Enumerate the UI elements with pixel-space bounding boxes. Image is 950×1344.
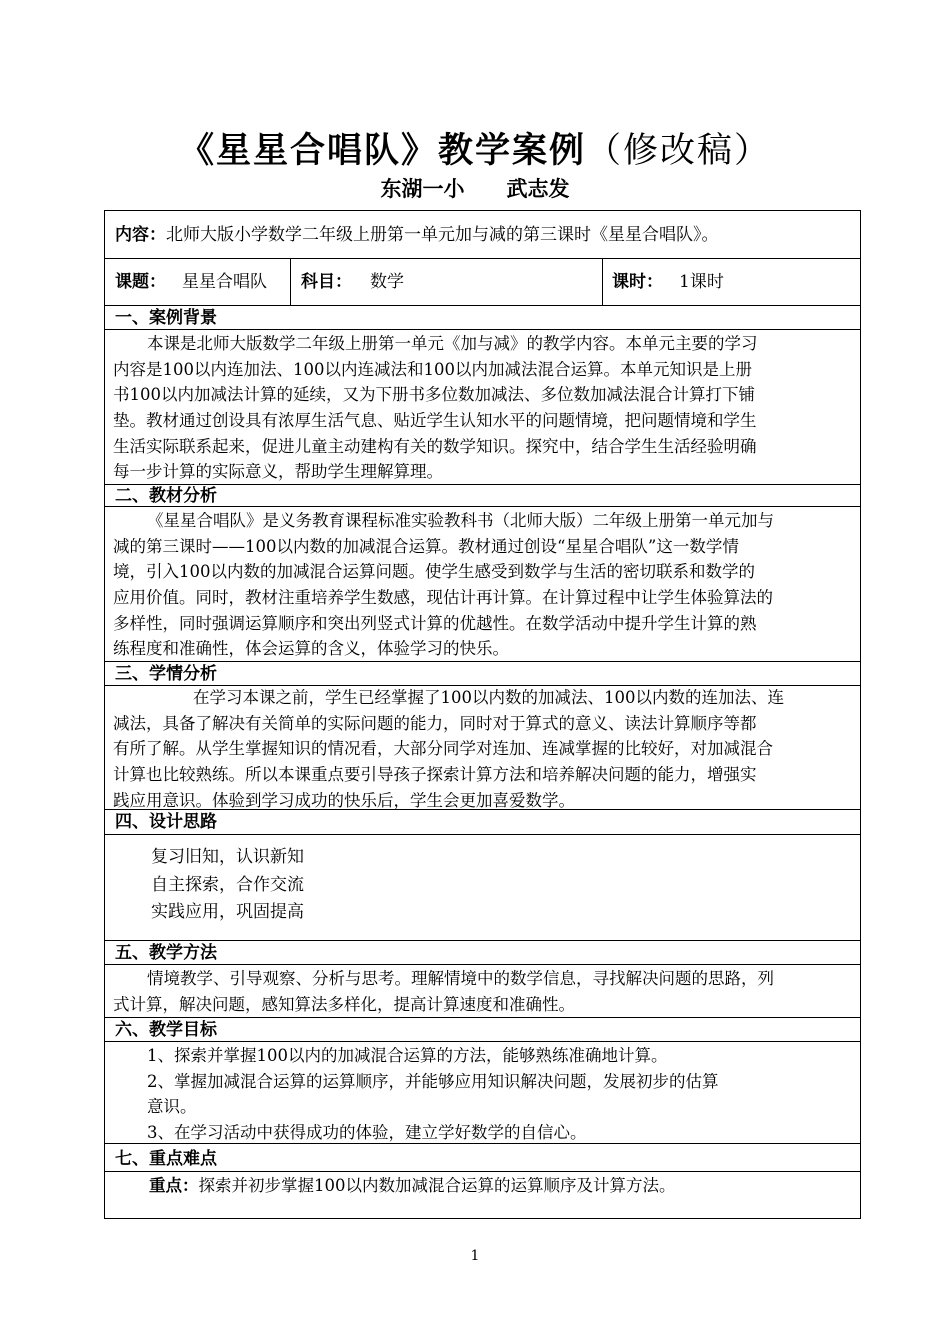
content-row — [105, 211, 860, 259]
section-heading-6: 六、教学目标 — [105, 1018, 860, 1042]
section-heading-background — [105, 306, 860, 330]
section-heading-4: 四、设计思路 — [105, 810, 860, 835]
content-text: 北师大版小学数学二年级上册第一单元加与减的第三课时《星星合唱队》。 — [166, 225, 719, 245]
author-school: 东湖一小 — [380, 177, 465, 201]
section-heading-5: 五、教学方法 — [105, 941, 860, 965]
section-heading-7: 七、重点难点 — [105, 1144, 860, 1172]
section-body-7 — [105, 1172, 860, 1218]
design-ideas-list — [105, 835, 860, 941]
key-point-text: 探索并初步掌握100以内数加减混合运算的运算顺序及计算方法。 — [198, 1176, 676, 1195]
page-number: 1 — [470, 1248, 480, 1264]
section-body-5: 情境教学、引导观察、分析与思考。理解情境中的数学信息，寻找解决问题的思路，列 式计算，解决问题，感知算法多样化，提高计算速度和准确性。 — [105, 965, 860, 1018]
section-body-3: 在学习本课之前，学生已经掌握了100以内数的加减法、100以内数的连加法、连 减法，具备了解决有关简单的实际问题的能力，同时对于算式的意义、读法计算顺序等都 有所了解。从学生掌握知识的情况看，大部分同学对连加、连减掌握的比较好，对加减混合 计算也比较熟练。所以本课重点要引导孩子探索计算方法和培养解决问题的能力，增强实 践应用意识。体验到学习成功的快乐后，学生会更加喜爱数学。 — [105, 686, 860, 810]
author-name: 武志发 — [506, 177, 570, 201]
list-item: 自主探索，合作交流 — [151, 874, 304, 895]
document-title — [0, 123, 950, 173]
title-main: 《星星合唱队》教学案例 — [178, 131, 586, 171]
topic-value: 星星合唱队 — [182, 272, 267, 292]
author-line — [0, 173, 950, 203]
title-suffix: （修改稿） — [586, 131, 772, 171]
subject-value: 数学 — [370, 272, 404, 292]
section-body: 本课是北师大版数学二年级上册第一单元《加与减》的教学内容。本单元主要的学习 内容是100以内连加法、100以内连减法和100以内加减法混合运算。本单元知识是上册 书100以内加减法计算的延续，又为下册书多位数加减法、多位数加减法混合计算打下铺 垫。教材通过创设具有浓厚生活气息、贴近学生认知水平的问题情境，把问题情境和学生 生活实际联系起来，促进儿童主动建构有关的数学知识。探究中，结合学生生活经验明确 每一步计算的实际意义，帮助学生理解算理。 — [113, 334, 758, 482]
section-body-6: 1、探索并掌握100以内的加减混合运算的方法，能够熟练准确地计算。 2、掌握加减混合运算的运算顺序，并能够应用知识解决问题，发展初步的估算 意识。 3、在学习活动中获得成功的体验，建立学好数学的自信心。 — [105, 1042, 860, 1144]
subject-label: 科目： — [301, 272, 352, 292]
info-row — [105, 259, 860, 306]
topic-label: 课题： — [115, 272, 166, 292]
section-body-2: 《星星合唱队》是义务教育课程标准实验教科书（北师大版）二年级上册第一单元加与 减的第三课时——100以内数的加减混合运算。教材通过创设“星星合唱队”这一数学情 境，引入100以内数的加减混合运算问题。使学生感受到数学与生活的密切联系和数学的 应用价值。同时，教材注重培养学生数感，现估计再计算。在计算过程中让学生体验算法的 多样性，同时强调运算顺序和突出列竖式计算的优越性。在数学活动中提升学生计算的熟 练程度和准确性，体会运算的含义，体验学习的快乐。 — [105, 507, 860, 662]
lesson-table — [104, 210, 861, 1219]
hours-value: 1课时 — [679, 272, 724, 292]
key-point-label: 重点： — [149, 1176, 199, 1195]
section-heading-3: 三、学情分析 — [105, 662, 860, 686]
section-heading-2: 二、教材分析 — [105, 485, 860, 507]
list-item: 复习旧知，认识新知 — [151, 847, 304, 867]
section-body-background — [105, 330, 860, 485]
section-heading: 一、案例背景 — [115, 308, 217, 328]
list-item: 实践应用，巩固提高 — [151, 902, 304, 922]
content-label: 内容： — [115, 225, 166, 245]
hours-label: 课时： — [612, 272, 663, 292]
